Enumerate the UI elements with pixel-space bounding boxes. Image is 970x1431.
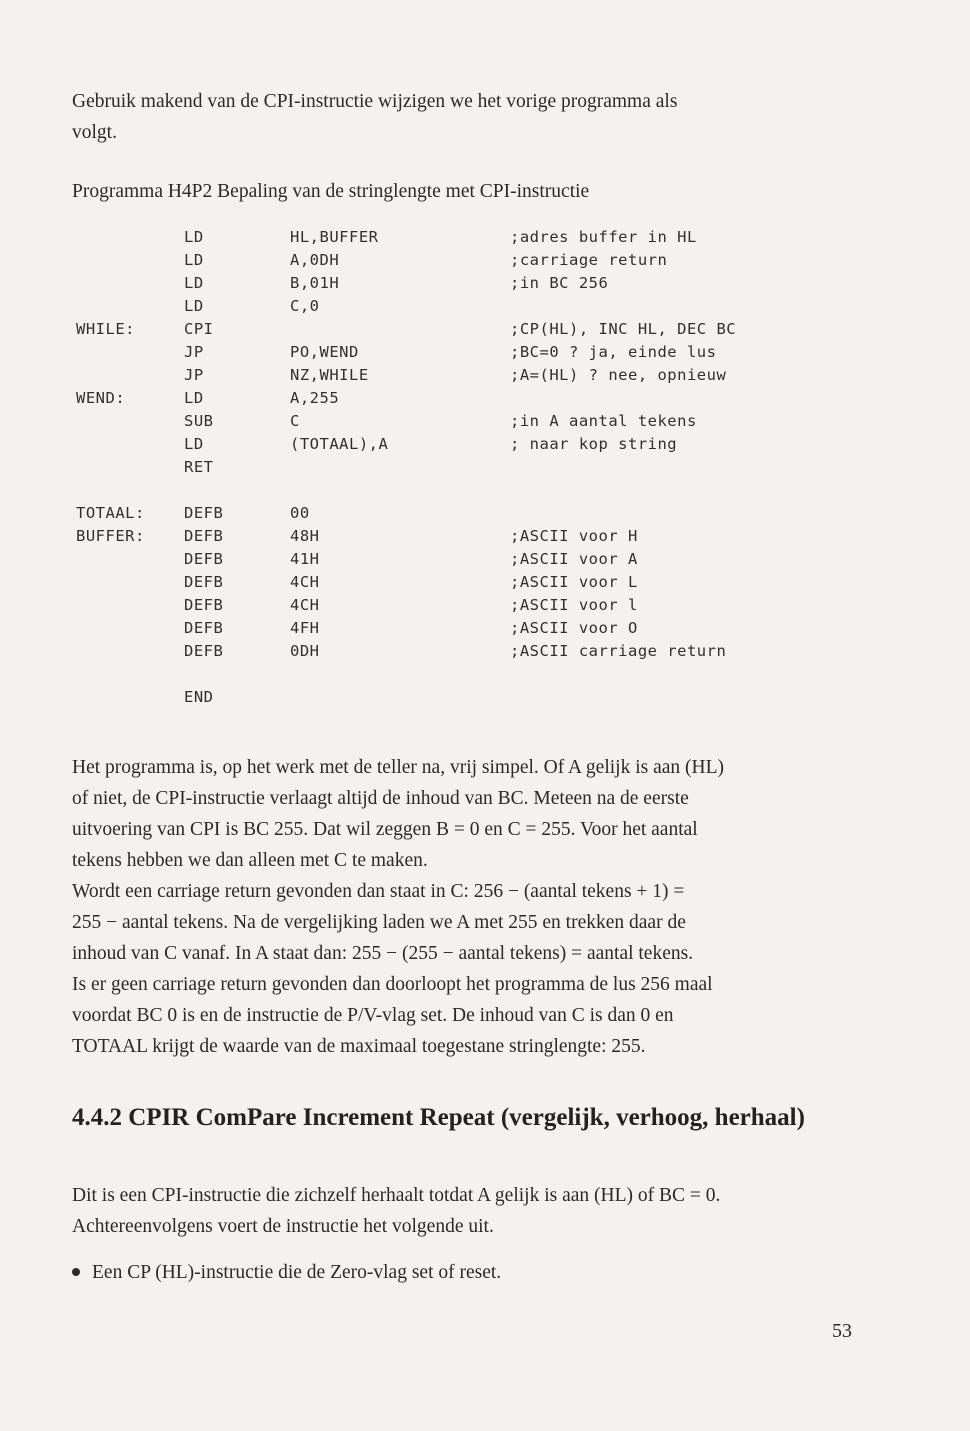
code-comment: ;ASCII voor L	[510, 573, 638, 591]
code-line	[76, 389, 856, 412]
intro-line: Gebruik makend van de CPI-instructie wijzigen we het vorige programma als	[72, 91, 678, 112]
code-operand: (TOTAAL),A	[290, 435, 389, 453]
code-mnemonic: DEFB	[184, 596, 224, 614]
body-line: of niet, de CPI-instructie verlaagt altijd de inhoud van BC. Meteen na de eerste	[72, 788, 689, 809]
code-comment: ;adres buffer in HL	[510, 228, 697, 246]
code-line	[76, 688, 856, 711]
code-comment: ;ASCII voor H	[510, 527, 638, 545]
code-operand: 48H	[290, 527, 320, 545]
code-line	[76, 527, 856, 550]
code-mnemonic: DEFB	[184, 550, 224, 568]
code-line	[76, 274, 856, 297]
code-mnemonic: DEFB	[184, 504, 224, 522]
body-line: 255 − aantal tekens. Na de vergelijking laden we A met 255 en trekken daar de	[72, 912, 686, 933]
code-line	[76, 412, 856, 435]
code-mnemonic: LD	[184, 251, 204, 269]
code-label: WEND:	[76, 389, 126, 407]
code-comment: ;carriage return	[510, 251, 668, 269]
cpir-line: Dit is een CPI-instructie die zichzelf herhaalt totdat A gelijk is aan (HL) of BC = 0.	[72, 1185, 721, 1206]
page-number: 53	[832, 1320, 852, 1342]
code-line	[76, 596, 856, 619]
body-line: voordat BC 0 is en de instructie de P/V-vlag set. De inhoud van C is dan 0 en	[72, 1005, 674, 1026]
code-line	[76, 435, 856, 458]
body-line: Is er geen carriage return gevonden dan doorloopt het programma de lus 256 maal	[72, 974, 713, 995]
code-mnemonic: DEFB	[184, 573, 224, 591]
code-operand: HL,BUFFER	[290, 228, 379, 246]
code-line	[76, 366, 856, 389]
body-line: uitvoering van CPI is BC 255. Dat wil zeggen B = 0 en C = 255. Voor het aantal	[72, 819, 698, 840]
code-label: TOTAAL:	[76, 504, 145, 522]
bullet-dot-icon	[72, 1268, 80, 1276]
code-line	[76, 228, 856, 251]
body-line: Het programma is, op het werk met de teller na, vrij simpel. Of A gelijk is aan (HL)	[72, 757, 724, 778]
code-mnemonic: DEFB	[184, 619, 224, 637]
code-line	[76, 504, 856, 527]
code-comment: ;BC=0 ? ja, einde lus	[510, 343, 717, 361]
code-operand: 4CH	[290, 596, 320, 614]
bullet-item	[72, 1257, 501, 1288]
code-operand: A,0DH	[290, 251, 340, 269]
body-line: Wordt een carriage return gevonden dan staat in C: 256 − (aantal tekens + 1) =	[72, 881, 685, 902]
code-comment: ;ASCII carriage return	[510, 642, 727, 660]
code-comment: ;A=(HL) ? nee, opnieuw	[510, 366, 727, 384]
code-line	[76, 481, 856, 504]
code-comment: ;CP(HL), INC HL, DEC BC	[510, 320, 737, 338]
code-listing	[76, 228, 856, 711]
code-operand: 0DH	[290, 642, 320, 660]
bullet-text: Een CP (HL)-instructie die de Zero-vlag set of reset.	[92, 1262, 502, 1283]
code-mnemonic: RET	[184, 458, 214, 476]
code-line	[76, 550, 856, 573]
code-line	[76, 343, 856, 366]
intro-line: volgt.	[72, 122, 117, 143]
explanation-paragraph	[72, 752, 860, 1062]
code-comment: ;ASCII voor l	[510, 596, 638, 614]
code-comment: ;ASCII voor A	[510, 550, 638, 568]
code-mnemonic: JP	[184, 343, 204, 361]
code-mnemonic: SUB	[184, 412, 214, 430]
body-line: inhoud van C vanaf. In A staat dan: 255 − (255 − aantal tekens) = aantal tekens.	[72, 943, 694, 964]
code-operand: 00	[290, 504, 310, 522]
code-operand: C	[290, 412, 300, 430]
code-comment: ;ASCII voor O	[510, 619, 638, 637]
section-heading: 4.4.2 CPIR ComPare Increment Repeat (vergelijk, verhoog, herhaal)	[72, 1104, 805, 1131]
code-mnemonic: JP	[184, 366, 204, 384]
code-mnemonic: DEFB	[184, 642, 224, 660]
cpir-line: Achtereenvolgens voert de instructie het volgende uit.	[72, 1216, 494, 1237]
program-caption: Programma H4P2 Bepaling van de stringlengte met CPI-instructie	[72, 181, 590, 202]
code-mnemonic: END	[184, 688, 214, 706]
code-comment: ; naar kop string	[510, 435, 678, 453]
code-operand: C,0	[290, 297, 320, 315]
code-line	[76, 458, 856, 481]
code-operand: NZ,WHILE	[290, 366, 369, 384]
code-mnemonic: LD	[184, 297, 204, 315]
code-line	[76, 619, 856, 642]
code-operand: 4CH	[290, 573, 320, 591]
code-mnemonic: CPI	[184, 320, 214, 338]
code-line	[76, 665, 856, 688]
code-mnemonic: DEFB	[184, 527, 224, 545]
code-mnemonic: LD	[184, 435, 204, 453]
code-line	[76, 320, 856, 343]
code-comment: ;in BC 256	[510, 274, 609, 292]
body-line: tekens hebben we dan alleen met C te maken.	[72, 850, 428, 871]
code-mnemonic: LD	[184, 389, 204, 407]
code-operand: B,01H	[290, 274, 340, 292]
intro-paragraph	[72, 86, 860, 148]
code-line	[76, 251, 856, 274]
cpir-paragraph	[72, 1180, 860, 1242]
code-mnemonic: LD	[184, 274, 204, 292]
code-mnemonic: LD	[184, 228, 204, 246]
body-line: TOTAAL krijgt de waarde van de maximaal toegestane stringlengte: 255.	[72, 1036, 646, 1057]
code-label: BUFFER:	[76, 527, 145, 545]
code-label: WHILE:	[76, 320, 135, 338]
code-operand: 4FH	[290, 619, 320, 637]
code-line	[76, 297, 856, 320]
code-line	[76, 642, 856, 665]
code-comment: ;in A aantal tekens	[510, 412, 697, 430]
code-operand: A,255	[290, 389, 340, 407]
code-operand: PO,WEND	[290, 343, 359, 361]
code-line	[76, 573, 856, 596]
code-operand: 41H	[290, 550, 320, 568]
